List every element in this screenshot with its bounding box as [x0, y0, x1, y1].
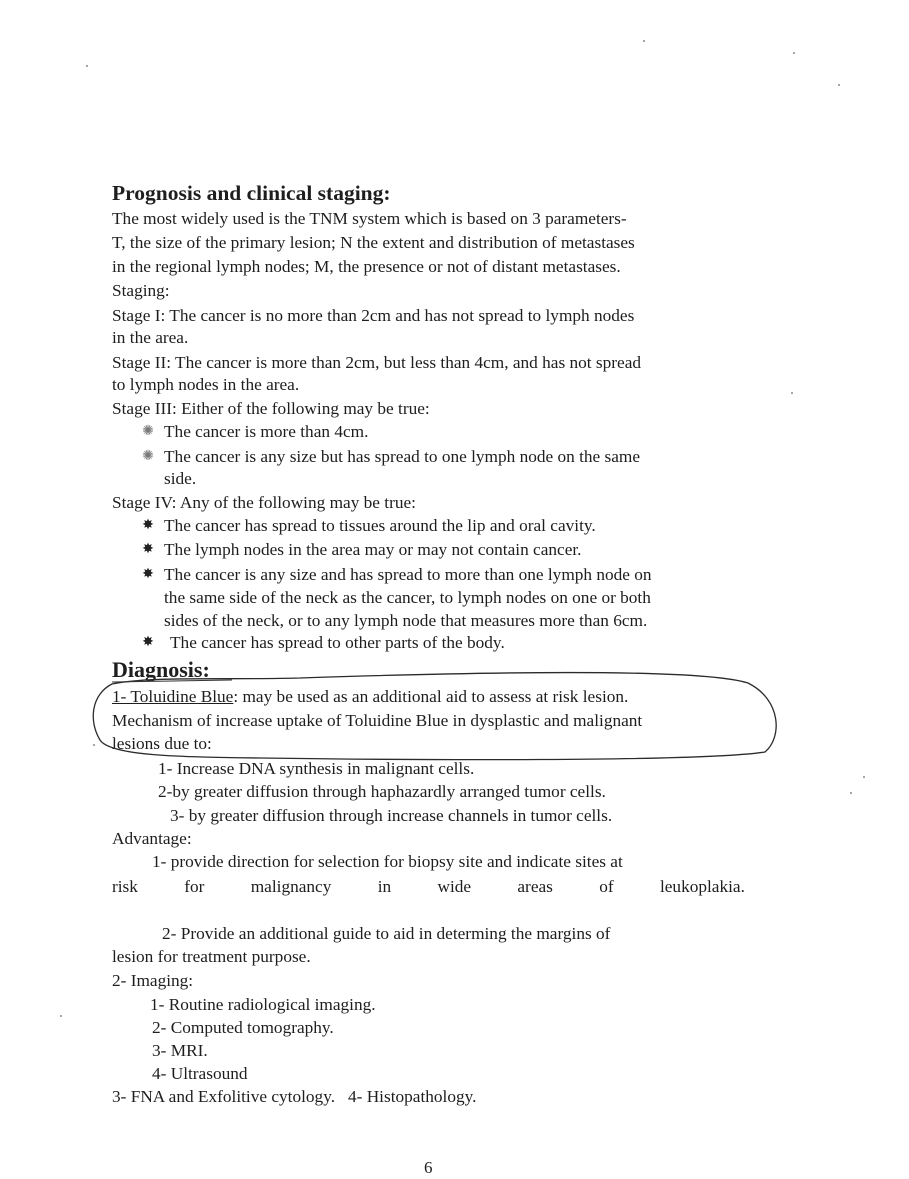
scan-speck	[863, 776, 865, 778]
scan-speck	[838, 84, 840, 86]
word: malignancy	[250, 877, 332, 896]
stage4-item-3-cont2: sides of the neck, or to any lymph node that measures more than 6cm.	[164, 611, 648, 630]
toluidine-line	[112, 686, 628, 708]
star-bullet-icon: ✸	[142, 635, 154, 650]
word: in	[377, 877, 392, 896]
stage3-item-1: The cancer is more than 4cm.	[164, 422, 369, 441]
stage2-line-2: to lymph nodes in the area.	[112, 375, 300, 394]
stage4-item-2: The lymph nodes in the area may or may not contain cancer.	[164, 540, 582, 559]
stage2-line-1: Stage II: The cancer is more than 2cm, but less than 4cm, and has not spread	[112, 353, 642, 372]
mechanism-item-1: 1- Increase DNA synthesis in malignant cells.	[158, 759, 475, 778]
intro-line-1: The most widely used is the TNM system which is based on 3 parameters-	[112, 209, 627, 228]
scan-speck	[850, 792, 852, 794]
scan-speck	[791, 392, 793, 394]
stage4-item-1: The cancer has spread to tissues around the lip and oral cavity.	[164, 516, 596, 535]
stage1-line-1: Stage I: The cancer is no more than 2cm and has not spread to lymph nodes	[112, 306, 635, 325]
advantage1-line-2	[112, 876, 745, 898]
word: leukoplakia.	[659, 877, 745, 896]
stage3-item-2-cont: side.	[164, 469, 197, 488]
toluidine-desc: : may be used as an additional aid to assess at risk lesion.	[233, 687, 629, 706]
star-bullet-icon: ✸	[142, 542, 154, 557]
stage3-item-2: The cancer is any size but has spread to one lymph node on the same	[164, 447, 641, 466]
stage4-item-4: The cancer has spread to other parts of the body.	[170, 633, 505, 652]
staging-label: Staging:	[112, 281, 170, 300]
imaging-item-2: 2- Computed tomography.	[152, 1018, 334, 1037]
sparkle-bullet-icon: ✺	[142, 424, 154, 439]
mechanism-line-1: Mechanism of increase uptake of Toluidine Blue in dysplastic and malignant	[112, 711, 643, 730]
word: risk	[112, 877, 138, 896]
stage4-label: Stage IV: Any of the following may be true:	[112, 493, 416, 512]
advantage2-line-2: lesion for treatment purpose.	[112, 947, 311, 966]
mechanism-item-2: 2-by greater diffusion through haphazardly arranged tumor cells.	[158, 782, 606, 801]
intro-line-3: in the regional lymph nodes; M, the presence or not of distant metastases.	[112, 257, 621, 276]
word: of	[599, 877, 614, 896]
imaging-item-4: 4- Ultrasound	[152, 1064, 248, 1083]
scan-speck	[60, 1015, 62, 1017]
scan-speck	[793, 52, 795, 54]
other-methods-line: 3- FNA and Exfolitive cytology. 4- Histopathology.	[112, 1087, 477, 1106]
imaging-item-3: 3- MRI.	[152, 1041, 208, 1060]
imaging-item-1: 1- Routine radiological imaging.	[150, 995, 376, 1014]
mechanism-item-3: 3- by greater diffusion through increase channels in tumor cells.	[170, 806, 613, 825]
word: areas	[517, 877, 553, 896]
scan-speck	[643, 40, 645, 42]
advantage-label: Advantage:	[112, 829, 192, 848]
advantage2-line-1: 2- Provide an additional guide to aid in determing the margins of	[162, 924, 611, 943]
mechanism-line-2: lesions due to:	[112, 734, 212, 753]
sparkle-bullet-icon: ✺	[142, 449, 154, 464]
stage4-item-3: The cancer is any size and has spread to more than one lymph node on	[164, 565, 652, 584]
stage1-line-2: in the area.	[112, 328, 189, 347]
stage4-item-3-cont1: the same side of the neck as the cancer, to lymph nodes on one or both	[164, 588, 651, 607]
scan-speck	[86, 65, 88, 67]
prognosis-heading: Prognosis and clinical staging:	[112, 181, 391, 205]
word: wide	[437, 877, 472, 896]
star-bullet-icon: ✸	[142, 567, 154, 582]
imaging-label: 2- Imaging:	[112, 971, 194, 990]
intro-line-2: T, the size of the primary lesion; N the extent and distribution of metastases	[112, 233, 635, 252]
star-bullet-icon: ✸	[142, 518, 154, 533]
advantage1-line-1: 1- provide direction for selection for biopsy site and indicate sites at	[152, 852, 623, 871]
stage3-label: Stage III: Either of the following may be true:	[112, 399, 430, 418]
diagnosis-heading: Diagnosis:	[112, 657, 210, 682]
scan-speck	[93, 744, 95, 746]
word: for	[184, 877, 205, 896]
page-number: 6	[424, 1158, 433, 1177]
toluidine-term: 1- Toluidine Blue	[112, 687, 234, 706]
